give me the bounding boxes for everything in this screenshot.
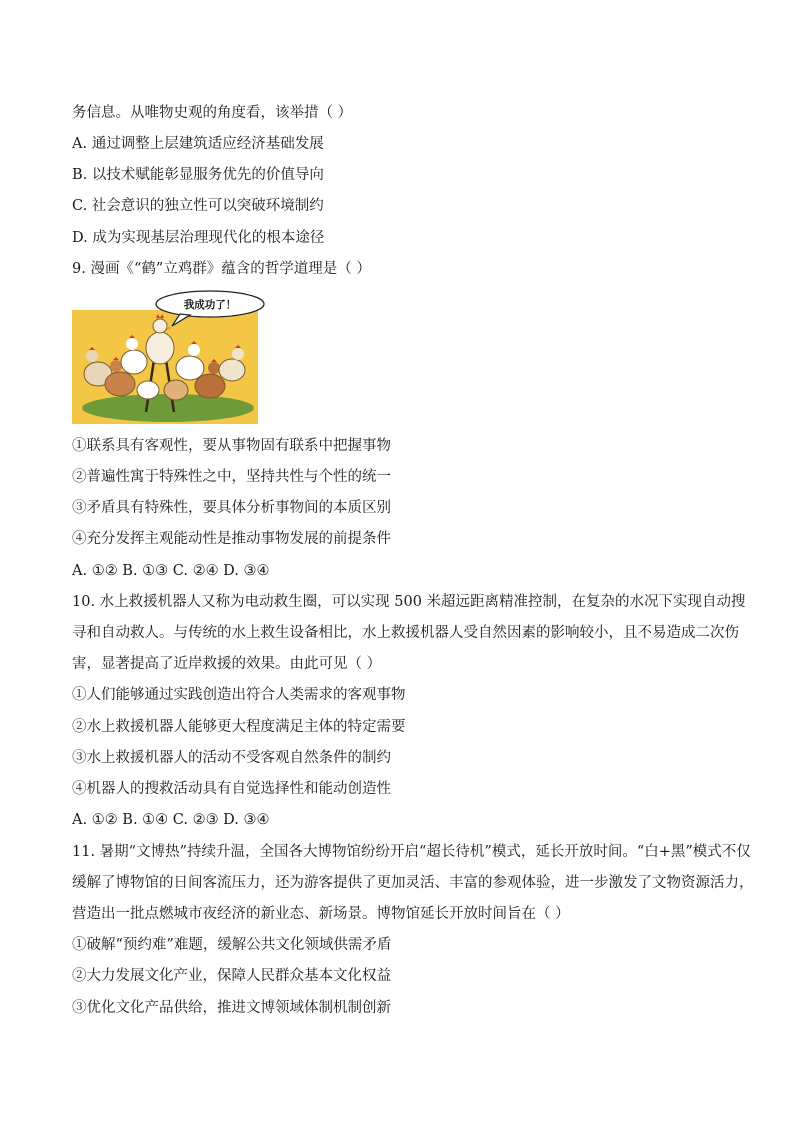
q11-stem-line-3: 营造出一批点燃城市夜经济的新业态、新场景。博物馆延长开放时间旨在（ ） <box>72 906 570 922</box>
q11-statement-1: ①破解“预约难”难题，缓解公共文化领域供需矛盾 <box>72 937 392 953</box>
q10-stem-line-1: 10. 水上救援机器人又称为电动救生圈，可以实现 500 米超远距离精准控制，在复杂的水况下实现自动搜 <box>72 594 746 610</box>
q10-statement-3: ③水上救援机器人的活动不受客观自然条件的制约 <box>72 750 391 766</box>
q9-stem: 9. 漫画《“鹤”立鸡群》蕴含的哲学道理是（ ） <box>72 261 371 277</box>
q10-stem-line-3: 害，显著提高了近岸救援的效果。由此可见（ ） <box>72 656 382 672</box>
q8-option-b: B. 以技术赋能彰显服务优先的价值导向 <box>72 167 324 183</box>
q9-statement-3: ③矛盾具有特殊性，要具体分析事物间的本质区别 <box>72 500 391 516</box>
q9-answer-options: A. ①② B. ①③ C. ②④ D. ③④ <box>72 563 270 579</box>
q8-option-c: C. 社会意识的独立性可以突破环境制约 <box>72 198 324 214</box>
q10-stem-line-2: 寻和自动救人。与传统的水上救生设备相比，水上救援机器人受自然因素的影响较小，且不易造成二次伤 <box>72 625 739 641</box>
comic-illustration <box>72 290 280 426</box>
q9-statement-4: ④充分发挥主观能动性是推动事物发展的前提条件 <box>72 531 391 547</box>
speech-bubble-text: 我成功了！ <box>183 299 237 311</box>
q11-stem-line-2: 缓解了博物馆的日间客流压力，还为游客提供了更加灵活、丰富的参观体验，进一步激发了文物资源活力， <box>72 875 754 891</box>
q8-option-d: D. 成为实现基层治理现代化的根本途径 <box>72 230 325 246</box>
q11-statement-3: ③优化文化产品供给，推进文博领域体制机制创新 <box>72 1000 391 1016</box>
q10-statement-2: ②水上救援机器人能够更大程度满足主体的特定需要 <box>72 719 406 735</box>
q10-statement-1: ①人们能够通过实践创造出符合人类需求的客观事物 <box>72 687 406 703</box>
q8-stem-end: 务信息。从唯物史观的角度看，该举措（ ） <box>72 105 353 121</box>
comic-crane-among-chickens <box>72 290 280 426</box>
comic-ground <box>82 394 254 422</box>
q9-statement-2: ②普遍性寓于特殊性之中，坚持共性与个性的统一 <box>72 469 391 485</box>
q8-option-a: A. 通过调整上层建筑适应经济基础发展 <box>72 136 324 152</box>
q11-statement-2: ②大力发展文化产业，保障人民群众基本文化权益 <box>72 968 391 984</box>
q11-stem-line-1: 11. 暑期“文博热”持续升温，全国各大博物馆纷纷开启“超长待机”模式，延长开放时间。“白+黑”模式不仅 <box>72 844 751 860</box>
q10-statement-4: ④机器人的搜救活动具有自觉选择性和能动创造性 <box>72 781 391 797</box>
q10-answer-options: A. ①② B. ①④ C. ②③ D. ③④ <box>72 812 270 828</box>
q9-statement-1: ①联系具有客观性，要从事物固有联系中把握事物 <box>72 438 391 454</box>
